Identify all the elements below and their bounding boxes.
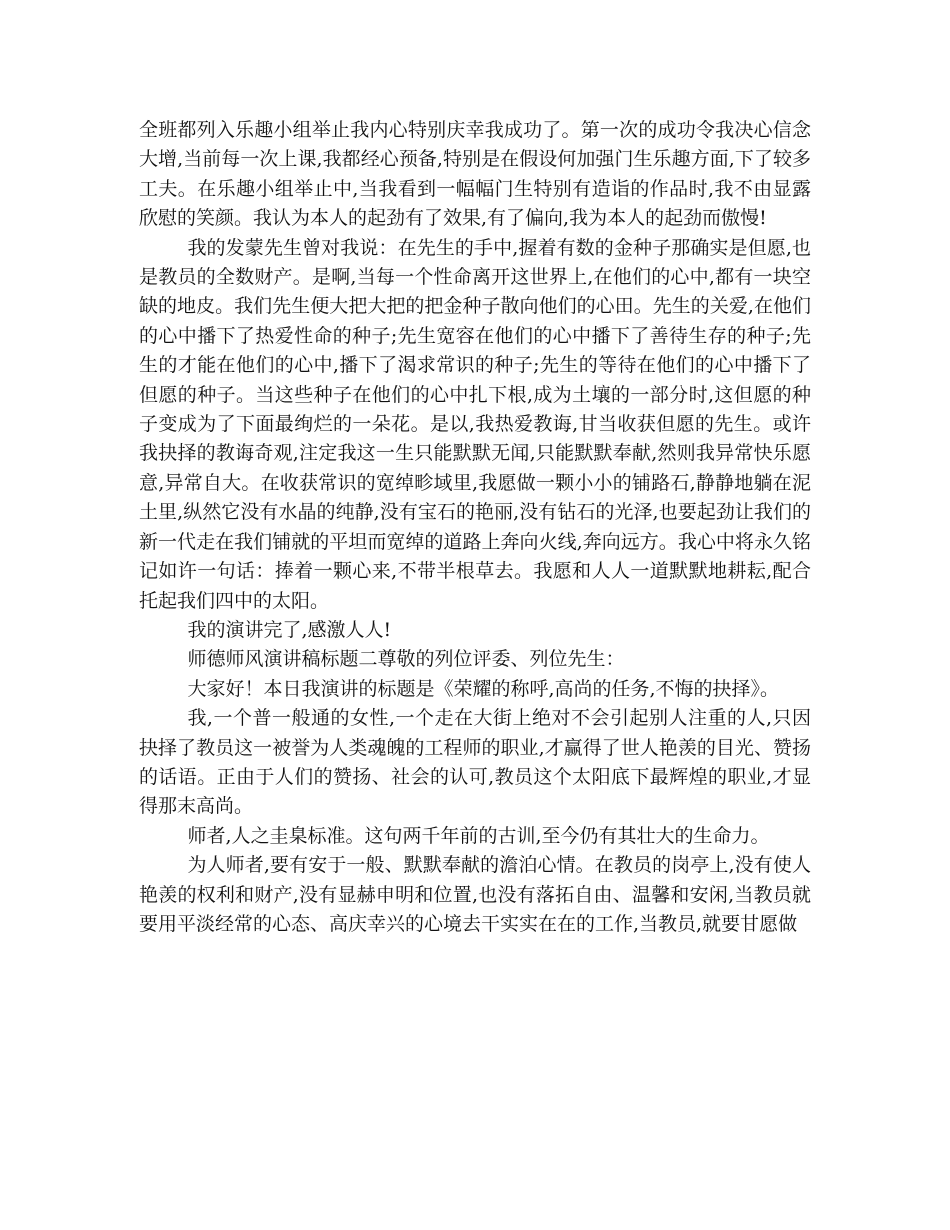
document-body — [139, 116, 811, 939]
paragraph-1: 全班都列入乐趣小组举止我内心特别庆幸我成功了。第一次的成功令我决心信念大增,当前每一次上课,我都经心预备,特别是在假设何加强门生乐趣方面,下了较多工夫。在乐趣小组举止中,当我看到一幅幅门生特别有造诣的作品时,我不由显露欣慰的笑颜。我认为本人的起劲有了效果,有了偏向,我为本人的起劲而傲慢! — [139, 119, 811, 230]
paragraph-5: 大家好！本日我演讲的标题是《荣耀的称呼,高尚的任务,不悔的抉择》。 — [187, 677, 780, 700]
paragraph-8: 为人师者,要有安于一般、默默奉献的澹泊心情。在教员的岗亭上,没有使人艳羡的权利和财产,没有显赫申明和位置,也没有落拓自由、温馨和安闲,当教员就要用平淡经常的心态、高庆幸兴的心境去干实实在在的工作,当教员,就要甘愿做 — [139, 854, 811, 935]
paragraph-4: 师德师风演讲稿标题二尊敬的列位评委、列位先生： — [187, 648, 625, 671]
paragraph-7: 师者,人之圭臬标准。这句两千年前的古训,至今仍有其壮大的生命力。 — [187, 824, 770, 847]
paragraph-3: 我的演讲完了,感激人人! — [187, 618, 392, 641]
paragraph-2: 我的发蒙先生曾对我说：在先生的手中,握着有数的金种子那确实是但愿,也是教员的全数财产。是啊,当每一个性命离开这世界上,在他们的心中,都有一块空缺的地皮。我们先生便大把大把的把金种子散向他们的心田。先生的关爱,在他们的心中播下了热爱性命的种子;先生宽容在他们的心中播下了善待生存的种子;先生的才能在他们的心中,播下了渴求常识的种子;先生的等待在他们的心中播下了但愿的种子。当这些种子在他们的心中扎下根,成为土壤的一部分时,这但愿的种子变成为了下面最绚烂的一朵花。是以,我热爱教诲,甘当收获但愿的先生。或许我抉择的教诲奇观,注定我这一生只能默默无闻,只能默默奉献,然则我异常快乐愿意,异常自大。在收获常识的宽绰畛域里,我愿做一颗小小的铺路石,静静地躺在泥土里,纵然它没有水晶的纯静,没有宝石的艳丽,没有钻石的光泽,也要起劲让我们的新一代走在我们铺就的平坦而宽绰的道路上奔向火线,奔向远方。我心中将永久铭记如许一句话：捧着一颗心来,不带半根草去。我愿和人人一道默默地耕耘,配合托起我们四中的太阳。 — [139, 236, 811, 612]
paragraph-6: 我,一个普一般通的女性,一个走在大街上绝对不会引起别人注重的人,只因抉择了教员这一被誉为人类魂魄的工程师的职业,才赢得了世人艳羡的目光、赞扬的话语。正由于人们的赞扬、社会的认可,教员这个太阳底下最辉煌的职业,才显得那末高尚。 — [139, 707, 811, 818]
